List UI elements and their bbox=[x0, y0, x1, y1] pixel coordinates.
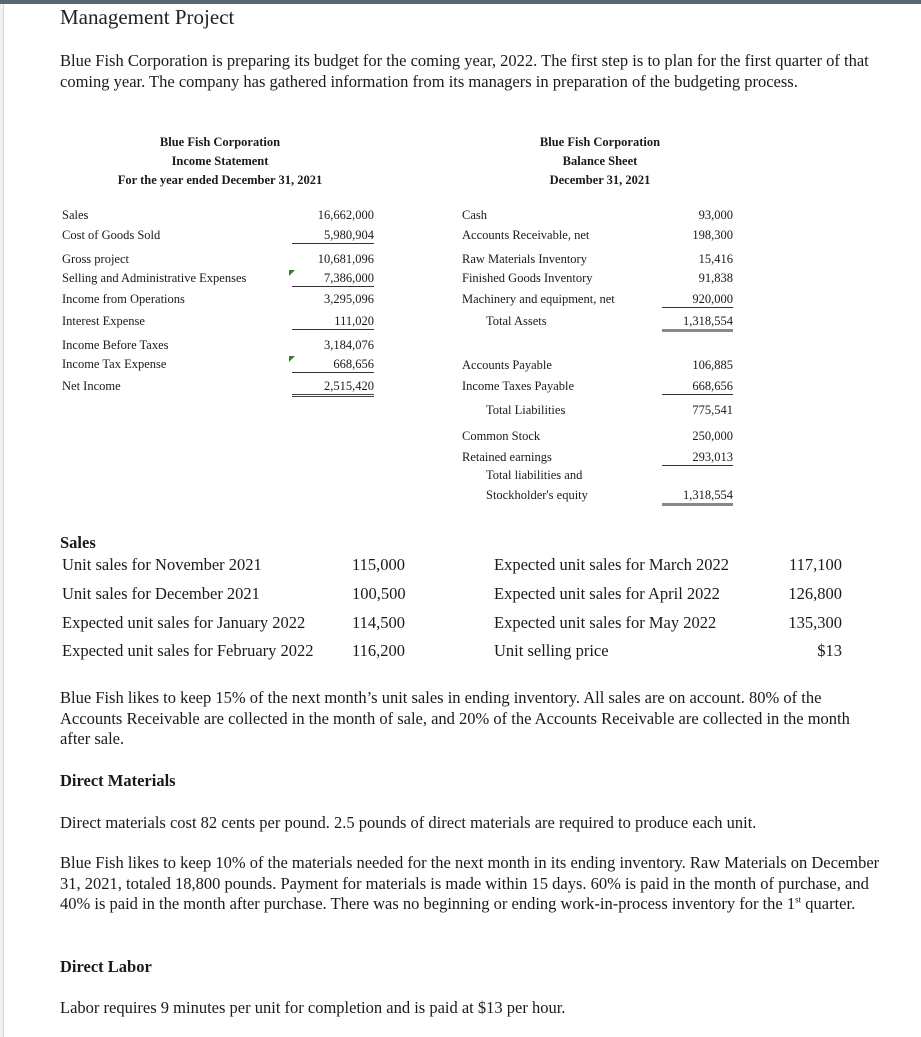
bs-label-total-liabilities: Total Liabilities bbox=[486, 403, 566, 417]
sales-left-label-1: Unit sales for December 2021 bbox=[62, 584, 260, 603]
ordinal-superscript: st bbox=[795, 894, 802, 905]
bs-label-machinery: Machinery and equipment, net bbox=[462, 292, 615, 306]
is-label-tax: Income Tax Expense bbox=[62, 357, 167, 371]
bs-value-common-stock: 250,000 bbox=[692, 429, 733, 443]
bs-label-common-stock: Common Stock bbox=[462, 429, 541, 443]
is-value-sga: 7,386,000 bbox=[292, 271, 374, 287]
is-value-sales: 16,662,000 bbox=[317, 208, 374, 222]
bs-value-cash: 93,000 bbox=[698, 208, 733, 222]
sales-left-value-0: 115,000 bbox=[352, 555, 406, 574]
is-label-sga: Selling and Administrative Expenses bbox=[62, 271, 247, 285]
bs-label-taxes-payable: Income Taxes Payable bbox=[462, 379, 575, 393]
is-value-interest: 111,020 bbox=[292, 314, 374, 330]
sales-right-label-1: Expected unit sales for April 2022 bbox=[494, 584, 720, 603]
sales-left-label-3: Expected unit sales for February 2022 bbox=[62, 641, 314, 660]
bs-value-ar: 198,300 bbox=[692, 228, 733, 242]
balance-company: Blue Fish Corporation bbox=[539, 135, 661, 149]
page-title: Management Project bbox=[60, 5, 235, 29]
bs-label-cash: Cash bbox=[462, 208, 487, 222]
bs-label-retained-earnings: Retained earnings bbox=[462, 450, 552, 464]
direct-materials-policy bbox=[60, 853, 880, 915]
direct-labor-heading: Direct Labor bbox=[60, 957, 152, 976]
direct-materials-policy-end: quarter. bbox=[801, 894, 856, 913]
sales-left-value-3: 116,200 bbox=[352, 641, 406, 660]
bs-label-ar: Accounts Receivable, net bbox=[462, 228, 590, 242]
sales-right-value-1: 126,800 bbox=[788, 584, 842, 603]
bs-value-taxes-payable: 668,656 bbox=[662, 379, 733, 395]
left-border bbox=[0, 4, 4, 1037]
sales-right-value-3: $13 bbox=[817, 641, 842, 660]
sales-right-label-0: Expected unit sales for March 2022 bbox=[494, 555, 730, 574]
sales-heading: Sales bbox=[60, 533, 96, 552]
sales-left-value-1: 100,500 bbox=[352, 584, 406, 603]
is-value-operations: 3,295,096 bbox=[324, 292, 374, 306]
sales-right-value-0: 117,100 bbox=[788, 555, 842, 574]
sales-left-label-0: Unit sales for November 2021 bbox=[62, 555, 262, 574]
bs-label-raw-materials: Raw Materials Inventory bbox=[462, 252, 587, 266]
is-value-tax: 668,656 bbox=[292, 357, 374, 373]
is-label-gross: Gross project bbox=[62, 252, 129, 266]
is-value-cogs: 5,980,904 bbox=[292, 228, 374, 244]
is-value-before-taxes: 3,184,076 bbox=[324, 338, 374, 352]
direct-materials-cost: Direct materials cost 82 cents per pound. 2.5 pounds of direct materials are required to produce each unit. bbox=[60, 813, 757, 832]
bs-label-total-le-line2: Stockholder's equity bbox=[486, 488, 588, 502]
is-value-net-income: 2,515,420 bbox=[292, 379, 374, 397]
income-period: For the year ended December 31, 2021 bbox=[117, 173, 323, 187]
direct-labor-text: Labor requires 9 minutes per unit for completion and is paid at $13 per hour. bbox=[60, 998, 566, 1017]
balance-sheet-header bbox=[480, 133, 720, 190]
direct-materials-heading: Direct Materials bbox=[60, 771, 176, 790]
income-company: Blue Fish Corporation bbox=[159, 135, 281, 149]
top-window-bar bbox=[0, 0, 921, 4]
sales-right-value-2: 135,300 bbox=[788, 613, 842, 632]
bs-value-total-le: 1,318,554 bbox=[662, 488, 733, 506]
balance-date: December 31, 2021 bbox=[549, 173, 651, 187]
bs-value-raw-materials: 15,416 bbox=[698, 252, 733, 266]
bs-value-retained-earnings: 293,013 bbox=[662, 450, 733, 466]
bs-value-machinery: 920,000 bbox=[662, 292, 733, 308]
is-label-cogs: Cost of Goods Sold bbox=[62, 228, 161, 242]
income-statement-header bbox=[90, 133, 350, 190]
is-label-sales: Sales bbox=[62, 208, 89, 222]
is-label-interest: Interest Expense bbox=[62, 314, 145, 328]
bs-label-total-le-line1: Total liabilities and bbox=[486, 468, 583, 482]
is-label-operations: Income from Operations bbox=[62, 292, 185, 306]
is-label-net-income: Net Income bbox=[62, 379, 121, 393]
income-title: Income Statement bbox=[171, 154, 269, 168]
balance-title: Balance Sheet bbox=[562, 154, 638, 168]
sales-right-label-3: Unit selling price bbox=[494, 641, 609, 660]
sales-left-label-2: Expected unit sales for January 2022 bbox=[62, 613, 306, 632]
sales-left-value-2: 114,500 bbox=[352, 613, 406, 632]
is-value-gross: 10,681,096 bbox=[317, 252, 374, 266]
direct-materials-policy-text: Blue Fish likes to keep 10% of the materials needed for the next month in its ending inventory. Raw Materials on December 31, 2021, totaled 18,800 pounds. Payment for materials is made within 15 days. 60% is paid in the month of purchase, and 40% is paid in the month after purchase. There was no beginning or ending work-in-process inventory for the 1 bbox=[60, 853, 880, 913]
bs-value-finished-goods: 91,838 bbox=[698, 271, 733, 285]
sales-right-label-2: Expected unit sales for May 2022 bbox=[494, 613, 717, 632]
bs-value-total-assets: 1,318,554 bbox=[662, 314, 733, 332]
bs-value-total-liabilities: 775,541 bbox=[692, 403, 733, 417]
intro-paragraph: Blue Fish Corporation is preparing its budget for the coming year, 2022. The first step is to plan for the first quarter of that coming year. The company has gathered information from its managers in preparation of the budgeting process. bbox=[60, 51, 869, 91]
is-label-before-taxes: Income Before Taxes bbox=[62, 338, 169, 352]
bs-label-total-assets: Total Assets bbox=[486, 314, 547, 328]
bs-label-finished-goods: Finished Goods Inventory bbox=[462, 271, 593, 285]
bs-value-ap: 106,885 bbox=[692, 358, 733, 372]
sales-policy-paragraph: Blue Fish likes to keep 15% of the next month’s unit sales in ending inventory. All sales are on account. 80% of the Accounts Receivable are collected in the month of sale, and 20% of the Accounts Receivable are collected in the month after sale. bbox=[60, 688, 850, 748]
bs-label-ap: Accounts Payable bbox=[462, 358, 552, 372]
